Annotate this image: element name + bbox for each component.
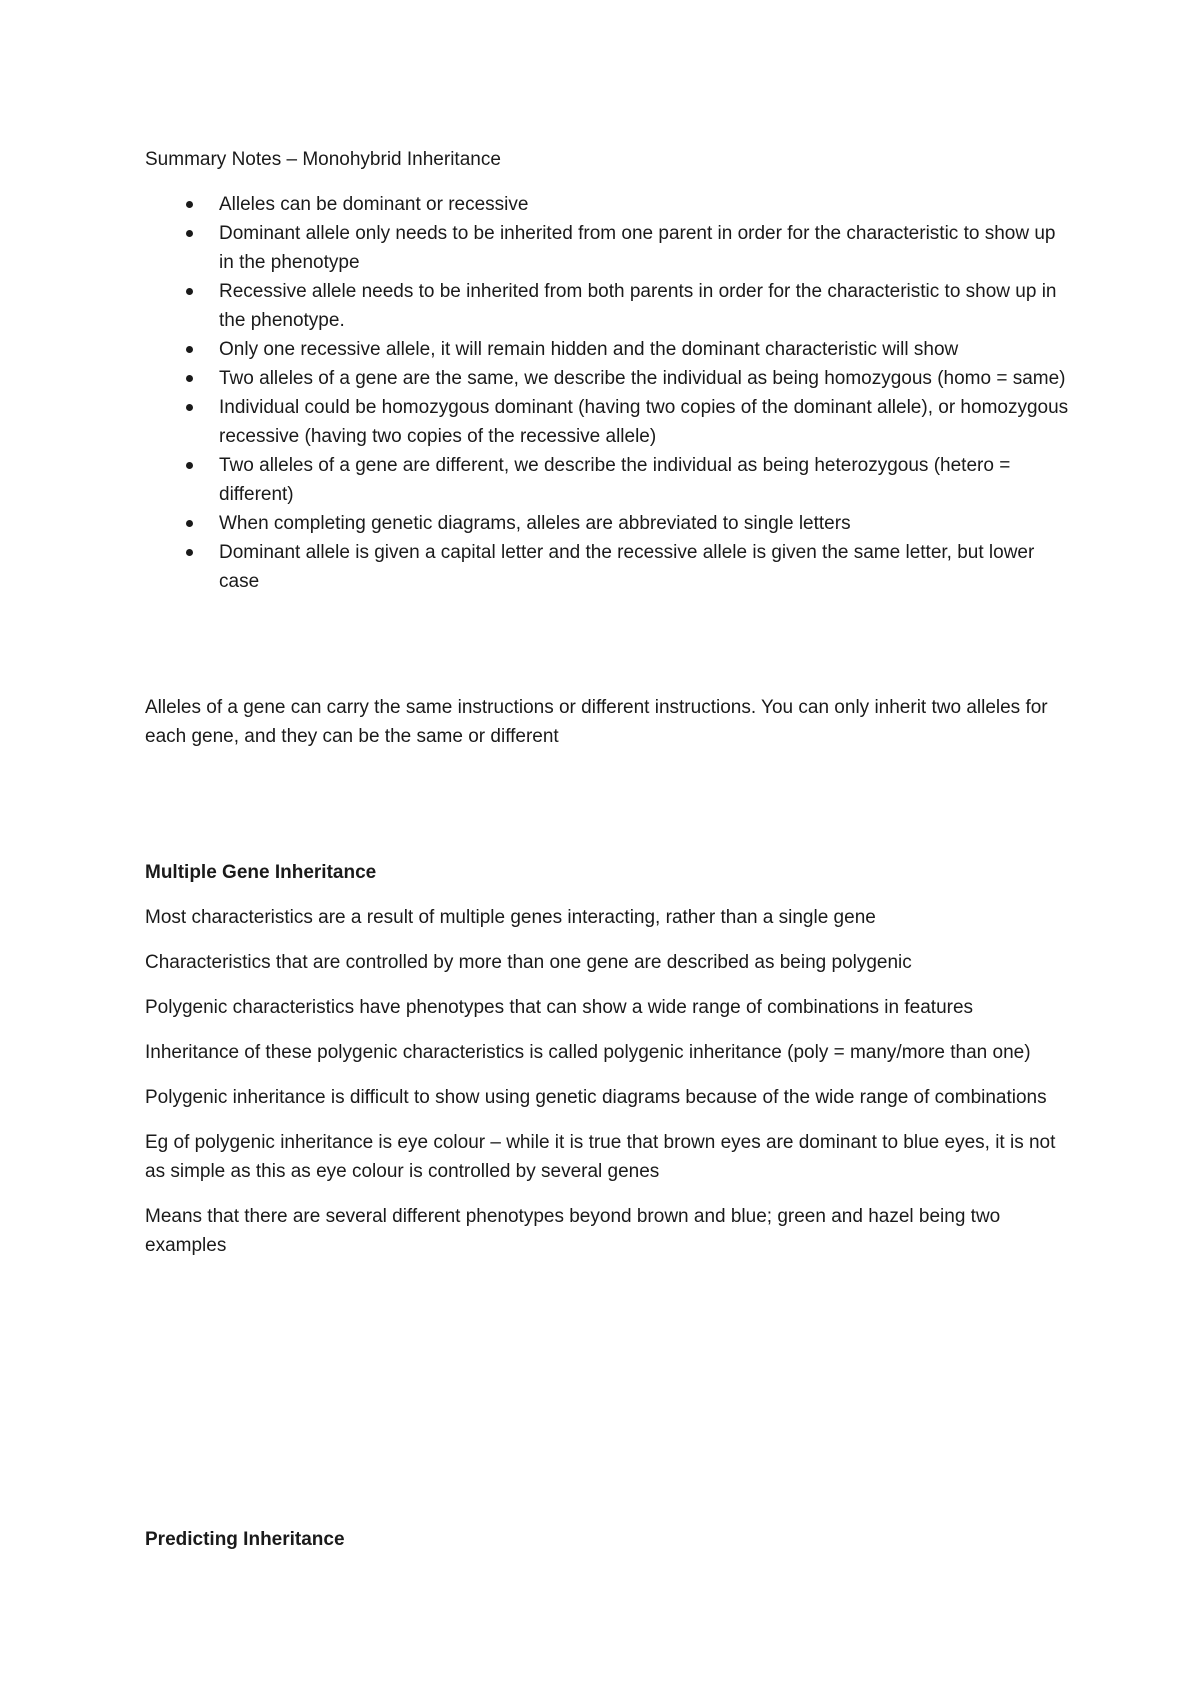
bullet-text: Dominant allele is given a capital letter and the recessive allele is given the same letter, but lower case bbox=[219, 542, 1035, 592]
bullet-icon bbox=[186, 346, 193, 353]
bullet-icon bbox=[186, 549, 193, 556]
list-item bbox=[145, 538, 1075, 596]
multiple-gene-heading: Multiple Gene Inheritance bbox=[145, 862, 377, 883]
list-item bbox=[145, 190, 1075, 219]
paragraph: Characteristics that are controlled by more than one gene are described as being polygenic bbox=[145, 952, 912, 973]
bullet-icon bbox=[186, 375, 193, 382]
bullet-text: Recessive allele needs to be inherited from both parents in order for the characteristic to show up in the phenotype. bbox=[219, 281, 1057, 331]
paragraph: Most characteristics are a result of multiple genes interacting, rather than a single gene bbox=[145, 907, 876, 928]
list-item bbox=[145, 219, 1075, 277]
list-item bbox=[145, 451, 1075, 509]
predicting-inheritance-heading: Predicting Inheritance bbox=[145, 1529, 345, 1550]
list-item bbox=[145, 277, 1075, 335]
paragraph: Eg of polygenic inheritance is eye colour – while it is true that brown eyes are dominant to blue eyes, it is not as simple as this as eye colour is controlled by several genes bbox=[145, 1132, 1056, 1182]
bullet-text: Alleles can be dominant or recessive bbox=[219, 194, 529, 215]
document-title: Summary Notes – Monohybrid Inheritance bbox=[145, 149, 501, 170]
paragraph: Polygenic inheritance is difficult to show using genetic diagrams because of the wide range of combinations bbox=[145, 1087, 1047, 1108]
paragraph: Inheritance of these polygenic characteristics is called polygenic inheritance (poly = many/more than one) bbox=[145, 1042, 1031, 1063]
paragraph: Means that there are several different phenotypes beyond brown and blue; green and hazel being two examples bbox=[145, 1206, 1001, 1256]
bullet-icon bbox=[186, 201, 193, 208]
bullet-icon bbox=[186, 230, 193, 237]
paragraph: Polygenic characteristics have phenotypes that can show a wide range of combinations in features bbox=[145, 997, 974, 1018]
bullet-text: Only one recessive allele, it will remain hidden and the dominant characteristic will show bbox=[219, 339, 959, 360]
list-item bbox=[145, 509, 1075, 538]
bullet-text: Two alleles of a gene are different, we describe the individual as being heterozygous (hetero = different) bbox=[219, 455, 1011, 505]
bullet-icon bbox=[186, 288, 193, 295]
list-item bbox=[145, 393, 1075, 451]
bullet-icon bbox=[186, 520, 193, 527]
alleles-paragraph: Alleles of a gene can carry the same instructions or different instructions. You can only inherit two alleles for each gene, and they can be the same or different bbox=[145, 697, 1048, 747]
bullet-text: Dominant allele only needs to be inherited from one parent in order for the characteristic to show up in the phenotype bbox=[219, 223, 1056, 273]
bullet-text: When completing genetic diagrams, alleles are abbreviated to single letters bbox=[219, 513, 851, 534]
bullet-text: Two alleles of a gene are the same, we describe the individual as being homozygous (homo = same) bbox=[219, 368, 1066, 389]
list-item bbox=[145, 364, 1075, 393]
summary-bullet-list bbox=[145, 190, 1075, 596]
list-item bbox=[145, 335, 1075, 364]
multiple-gene-section bbox=[145, 903, 1075, 1276]
bullet-icon bbox=[186, 404, 193, 411]
bullet-text: Individual could be homozygous dominant (having two copies of the dominant allele), or homozygous recessive (having two copies of the recessive allele) bbox=[219, 397, 1069, 447]
bullet-icon bbox=[186, 462, 193, 469]
